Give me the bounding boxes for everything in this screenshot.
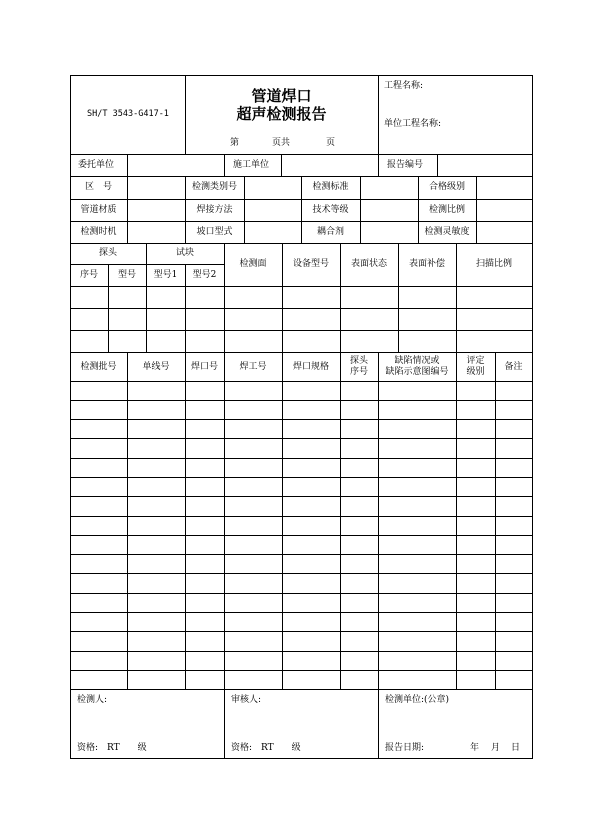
zone-no-label: 区 号 bbox=[84, 182, 112, 192]
year-label: 年 bbox=[470, 743, 480, 753]
probe-model-header: 型号 bbox=[117, 270, 136, 280]
day-label: 日 bbox=[511, 743, 521, 753]
grade-header-2: 级别 bbox=[466, 367, 485, 377]
batch-no-header: 检测批号 bbox=[80, 362, 117, 372]
technical-grade-label: 技术等级 bbox=[312, 205, 349, 215]
probe-header: 探头 bbox=[98, 248, 117, 258]
reviewer-qualification: 资格: RT 级 bbox=[231, 743, 301, 753]
probe-serial-header-2: 序号 bbox=[349, 367, 368, 377]
scan-ratio-header: 扫描比例 bbox=[475, 259, 512, 269]
project-name-label: 工程名称: bbox=[384, 81, 424, 91]
surface-compensation-header: 表面补偿 bbox=[408, 259, 445, 269]
inspection-category-label: 检测类别号 bbox=[191, 182, 237, 192]
inspection-surface-header: 检测面 bbox=[239, 259, 267, 269]
probe-serial-header: 序号 bbox=[79, 270, 98, 280]
page-prefix: 第 bbox=[230, 138, 240, 148]
construction-unit-label: 施工单位 bbox=[233, 160, 270, 170]
welder-no-header: 焊工号 bbox=[239, 362, 267, 372]
title-line2: 超声检测报告 bbox=[236, 105, 327, 123]
month-label: 月 bbox=[491, 743, 501, 753]
remarks-header: 备注 bbox=[504, 362, 523, 372]
title-line1: 管道焊口 bbox=[251, 87, 312, 105]
inspector-qualification: 资格: RT 级 bbox=[77, 743, 147, 753]
welding-method-label: 焊接方法 bbox=[196, 205, 233, 215]
report-no-label: 报告编号 bbox=[387, 160, 424, 170]
surface-condition-header: 表面状态 bbox=[350, 259, 387, 269]
defect-header-2: 缺陷示意图编号 bbox=[385, 367, 449, 377]
client-unit-label: 委托单位 bbox=[78, 160, 115, 170]
inspection-timing-label: 检测时机 bbox=[80, 227, 117, 237]
groove-type-label: 坡口型式 bbox=[196, 227, 233, 237]
test-block-header: 试块 bbox=[175, 248, 194, 258]
inspection-ratio-label: 检测比例 bbox=[428, 205, 465, 215]
line-no-header: 单线号 bbox=[142, 362, 170, 372]
defect-header-1: 缺陷情况或 bbox=[394, 356, 440, 366]
qualified-grade-label: 合格级别 bbox=[428, 182, 465, 192]
inspector-label: 检测人: bbox=[77, 695, 108, 705]
probe-serial-header-1: 探头 bbox=[349, 356, 368, 366]
equipment-model-header: 设备型号 bbox=[292, 259, 329, 269]
pipe-material-label: 管道材质 bbox=[80, 205, 117, 215]
grade-header-1: 评定 bbox=[466, 356, 485, 366]
inspection-standard-label: 检测标准 bbox=[312, 182, 349, 192]
block-model1-header: 型号1 bbox=[153, 270, 178, 280]
inspection-sensitivity-label: 检测灵敏度 bbox=[424, 227, 470, 237]
inspection-unit-label: 检测单位:(公章) bbox=[385, 695, 450, 705]
reviewer-label: 审核人: bbox=[231, 695, 262, 705]
page-mid: 页共 bbox=[272, 138, 291, 148]
form-code: SH/T 3543-G417-1 bbox=[87, 109, 169, 119]
report-date-label: 报告日期: bbox=[385, 743, 425, 753]
couplant-label: 耦合剂 bbox=[316, 227, 344, 237]
weld-no-header: 焊口号 bbox=[190, 362, 218, 372]
unit-project-label: 单位工程名称: bbox=[384, 119, 442, 129]
block-model2-header: 型号2 bbox=[192, 270, 217, 280]
weld-spec-header: 焊口规格 bbox=[292, 362, 329, 372]
page-suffix: 页 bbox=[326, 138, 336, 148]
